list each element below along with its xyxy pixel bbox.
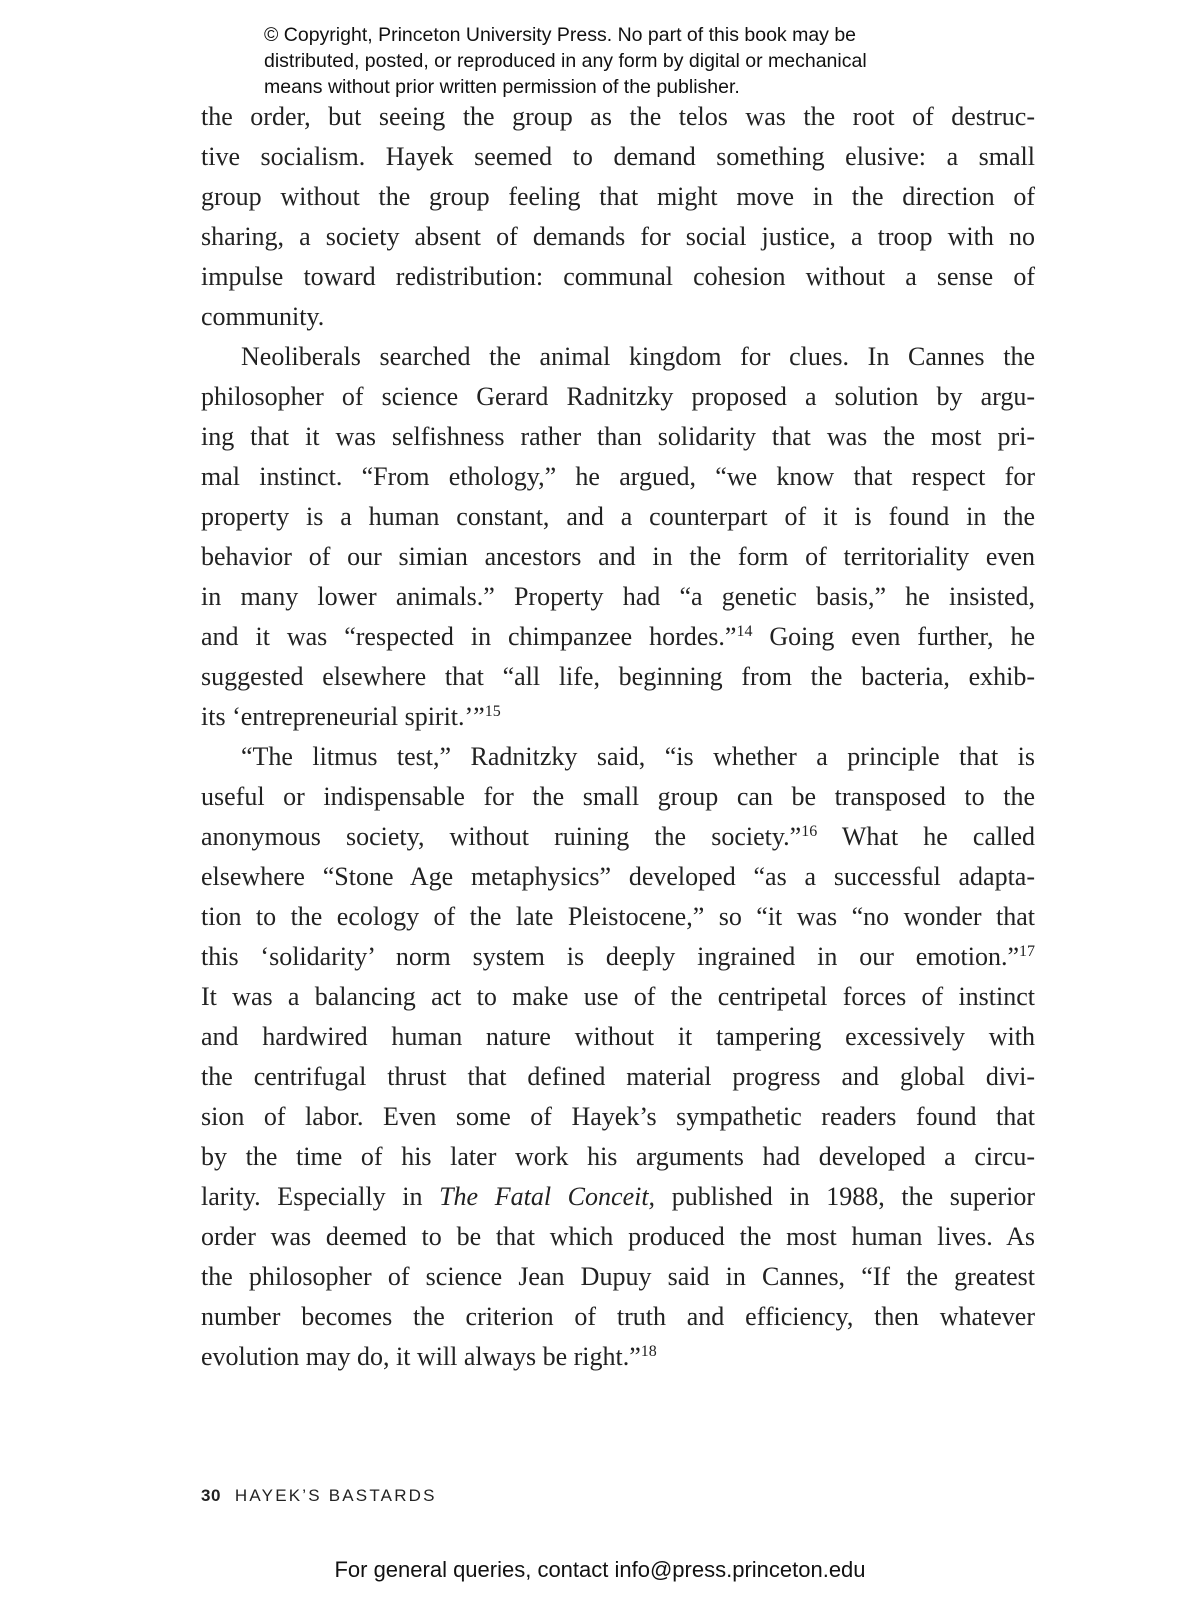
- text-line: tion to the ecology of the late Pleistocene,” so “it was “no wonder that: [201, 902, 1035, 931]
- copyright-line: means without prior written permission of the publisher.: [264, 76, 740, 98]
- copyright-notice: [264, 22, 1024, 100]
- text-line: sion of labor. Even some of Hayek’s sympathetic readers found that: [201, 1102, 1035, 1131]
- text-line: by the time of his later work his arguments had developed a circu-: [201, 1142, 1035, 1171]
- body-text: [201, 97, 1035, 1377]
- paragraph-2: [201, 337, 1035, 737]
- text-line: mal instinct. “From ethology,” he argued, “we know that respect for: [201, 462, 1035, 491]
- text-line: useful or indispensable for the small group can be transposed to the: [201, 782, 1035, 811]
- text-line: behavior of our simian ancestors and in the form of territoriality even: [201, 542, 1035, 571]
- text-segment: Going even further, he: [752, 622, 1035, 651]
- text-line: Neoliberals searched the animal kingdom for clues. In Cannes the: [241, 342, 1035, 371]
- text-line: philosopher of science Gerard Radnitzky proposed a solution by argu-: [201, 382, 1035, 411]
- footnote-marker: 16: [801, 823, 818, 840]
- page-number: 30: [201, 1486, 221, 1505]
- text-line: [201, 617, 1035, 657]
- text-segment: anonymous society, without ruining the society.”: [201, 822, 802, 851]
- footnote-marker: 17: [1019, 943, 1035, 960]
- copyright-line: distributed, posted, or reproduced in any form by digital or mechanical: [264, 50, 867, 72]
- text-line: [201, 1337, 1035, 1377]
- running-title: HAYEK’S BASTARDS: [234, 1486, 437, 1505]
- text-line: number becomes the criterion of truth and efficiency, then whatever: [201, 1302, 1035, 1331]
- text-line: order was deemed to be that which produced the most human lives. As: [201, 1222, 1035, 1251]
- footnote-marker: 18: [640, 1343, 657, 1360]
- text-line: suggested elsewhere that “all life, beginning from the bacteria, exhib-: [201, 662, 1035, 691]
- text-segment: this ‘solidarity’ norm system is deeply ingrained in our emotion.”: [201, 942, 1019, 971]
- copyright-line: © Copyright, Princeton University Press. No part of this book may be: [264, 24, 857, 46]
- text-line: property is a human constant, and a counterpart of it is found in the: [201, 502, 1035, 531]
- text-line: in many lower animals.” Property had “a genetic basis,” he insisted,: [201, 582, 1035, 611]
- text-segment: published in 1988, the superior: [655, 1182, 1036, 1211]
- text-segment: larity. Especially in: [201, 1182, 440, 1211]
- page-footer: [201, 1486, 437, 1506]
- contact-line: For general queries, contact info@press.princeton.edu: [334, 1557, 866, 1582]
- text-line: and hardwired human nature without it tampering excessively with: [201, 1022, 1035, 1051]
- footnote-marker: 15: [484, 703, 501, 720]
- book-title: The Fatal Conceit,: [439, 1182, 656, 1211]
- text-line: the order, but seeing the group as the telos was the root of destruc-: [201, 102, 1035, 131]
- text-line: ing that it was selfishness rather than solidarity that was the most pri-: [201, 422, 1035, 451]
- paragraph-1: [201, 97, 1035, 337]
- text-line: “The litmus test,” Radnitzky said, “is whether a principle that is: [241, 742, 1035, 771]
- text-line: elsewhere “Stone Age metaphysics” developed “as a successful adapta-: [201, 862, 1035, 891]
- text-line: the centrifugal thrust that defined material progress and global divi-: [201, 1062, 1035, 1091]
- text-line: [201, 1177, 1035, 1217]
- text-line: tive socialism. Hayek seemed to demand something elusive: a small: [201, 142, 1035, 171]
- footnote-marker: 14: [736, 623, 753, 640]
- text-segment: evolution may do, it will always be right.”: [201, 1342, 641, 1371]
- text-line: impulse toward redistribution: communal cohesion without a sense of: [201, 262, 1035, 291]
- text-line: group without the group feeling that might move in the direction of: [201, 182, 1035, 211]
- text-segment: and it was “respected in chimpanzee hordes.”: [201, 622, 737, 651]
- text-line: [201, 697, 1035, 737]
- text-segment: its ‘entrepreneurial spirit.’”: [201, 702, 485, 731]
- text-line: community.: [201, 302, 325, 331]
- text-line: the philosopher of science Jean Dupuy said in Cannes, “If the greatest: [201, 1262, 1035, 1291]
- text-line: sharing, a society absent of demands for social justice, a troop with no: [201, 222, 1035, 251]
- text-segment: What he called: [817, 822, 1035, 851]
- text-line: It was a balancing act to make use of the centripetal forces of instinct: [201, 982, 1035, 1011]
- text-line: [201, 937, 1035, 977]
- paragraph-3: [201, 737, 1035, 1377]
- text-line: [201, 817, 1035, 857]
